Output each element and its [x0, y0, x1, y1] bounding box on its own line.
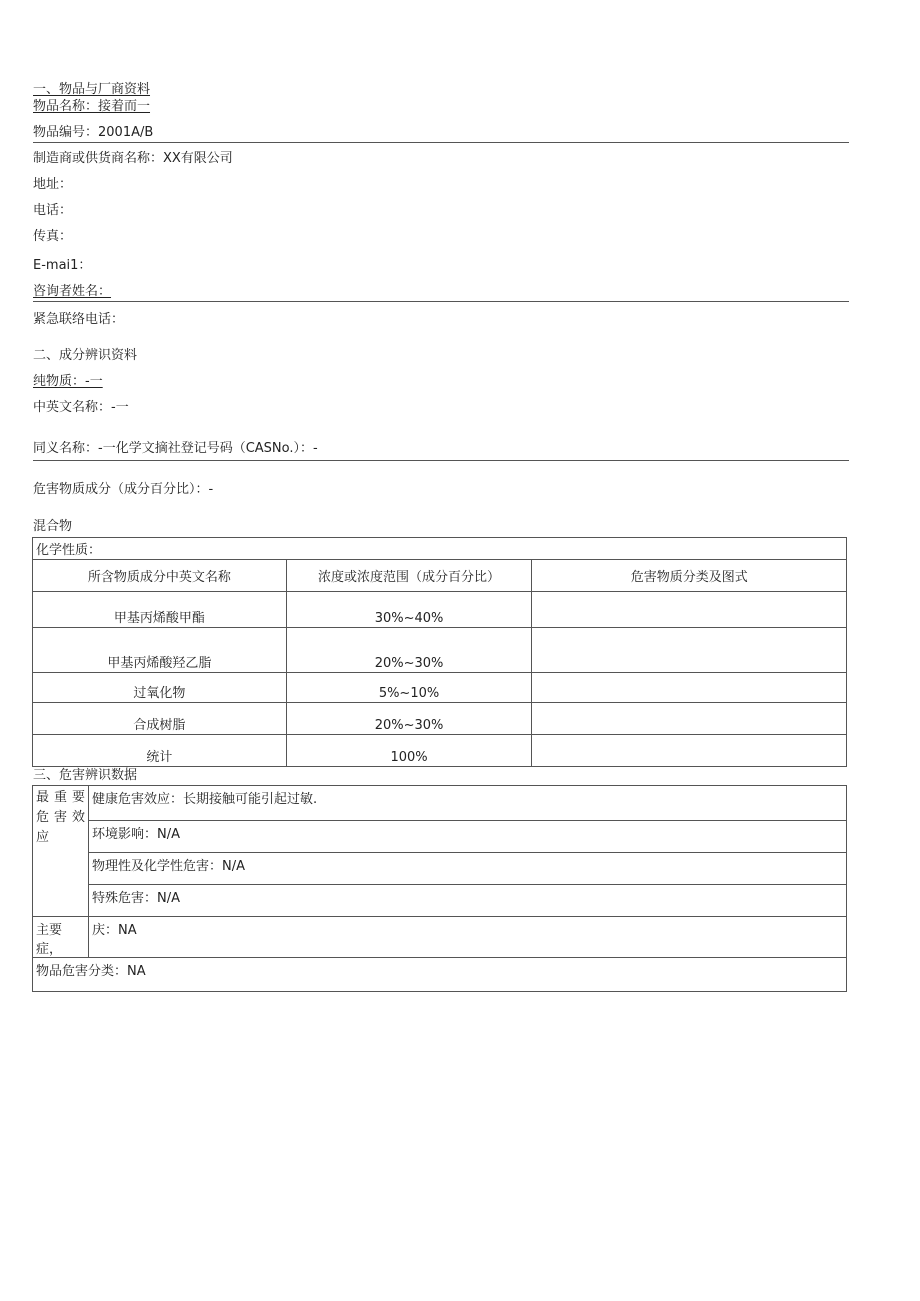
component-name: 甲基丙烯酸甲酯: [33, 592, 287, 628]
component-hazard-class: [532, 628, 847, 673]
divider-line: [33, 142, 849, 143]
table-row: [33, 958, 847, 992]
hazard-table: [32, 785, 847, 992]
mixture-label: 混合物: [33, 519, 73, 534]
composition-table: [32, 537, 847, 767]
component-hazard-class: [532, 592, 847, 628]
emergency-phone: 紧急联络电话：: [33, 312, 125, 327]
component-name: 合成树脂: [33, 703, 287, 735]
main-symptoms-label: 主要症，: [33, 917, 89, 958]
chemical-nature: 化学性质：: [33, 538, 847, 560]
table-row: [33, 592, 847, 628]
contact-person: 咨询者姓名：: [33, 284, 112, 299]
table-row: [33, 885, 847, 917]
table-row: [33, 786, 847, 821]
component-concentration: 20%~30%: [286, 703, 532, 735]
header-component-name: 所含物质成分中英文名称: [33, 560, 287, 592]
cn-en-name: 中英文名称：-一: [33, 400, 129, 415]
total-hazard-class: [532, 735, 847, 767]
address: 地址：: [33, 177, 73, 192]
table-row: [33, 673, 847, 703]
table-row-total: [33, 735, 847, 767]
product-code: 物品编号：2001A/B: [33, 125, 154, 140]
pure-substance: 纯物质：-一: [33, 374, 103, 389]
total-concentration: 100%: [286, 735, 532, 767]
hazard-classification: 物品危害分类：NA: [33, 958, 847, 992]
header-hazard-class: 危害物质分类及图式: [532, 560, 847, 592]
component-hazard-class: [532, 673, 847, 703]
section3-heading: 三、危害辨识数据: [33, 768, 138, 783]
table-header-row: [33, 560, 847, 592]
header-concentration: 浓度或浓度范围（成分百分比）: [286, 560, 532, 592]
section2-heading: 二、成分辨识资料: [33, 348, 138, 363]
component-concentration: 5%~10%: [286, 673, 532, 703]
table-row: [33, 703, 847, 735]
table-row: [33, 853, 847, 885]
total-label: 统计: [33, 735, 287, 767]
manufacturer: 制造商或供货商名称：XX有限公司: [33, 151, 233, 166]
component-hazard-class: [532, 703, 847, 735]
table-row: [33, 538, 847, 560]
product-name: 物品名称：接着而一: [33, 99, 151, 114]
divider-line: [33, 460, 849, 461]
divider-line: [33, 301, 849, 302]
component-name: 过氧化物: [33, 673, 287, 703]
table-row: [33, 628, 847, 673]
special-hazard: 特殊危害：N/A: [88, 885, 846, 917]
email: E-mai1：: [33, 258, 92, 273]
component-name: 甲基丙烯酸羟乙脂: [33, 628, 287, 673]
physical-chemical-hazard: 物理性及化学性危害：N/A: [88, 853, 846, 885]
main-effects-label-cell: [33, 786, 89, 917]
table-row: [33, 917, 847, 958]
phone: 电话：: [33, 203, 73, 218]
main-symptoms-value: 庆：NA: [88, 917, 846, 958]
main-effects-label: 最重要危害效应: [36, 790, 85, 845]
fax: 传真：: [33, 229, 73, 244]
hazardous-components: 危害物质成分（成分百分比）：-: [33, 482, 214, 497]
table-row: [33, 821, 847, 853]
synonym-cas: 同义名称：-一化学文摘社登记号码（CASNo.）：-: [33, 441, 318, 456]
health-effect: 健康危害效应：长期接触可能引起过敏.: [88, 786, 846, 821]
component-concentration: 30%~40%: [286, 592, 532, 628]
section1-heading: 一、物品与厂商资料: [33, 82, 151, 97]
component-concentration: 20%~30%: [286, 628, 532, 673]
environmental-effect: 环境影响：N/A: [88, 821, 846, 853]
